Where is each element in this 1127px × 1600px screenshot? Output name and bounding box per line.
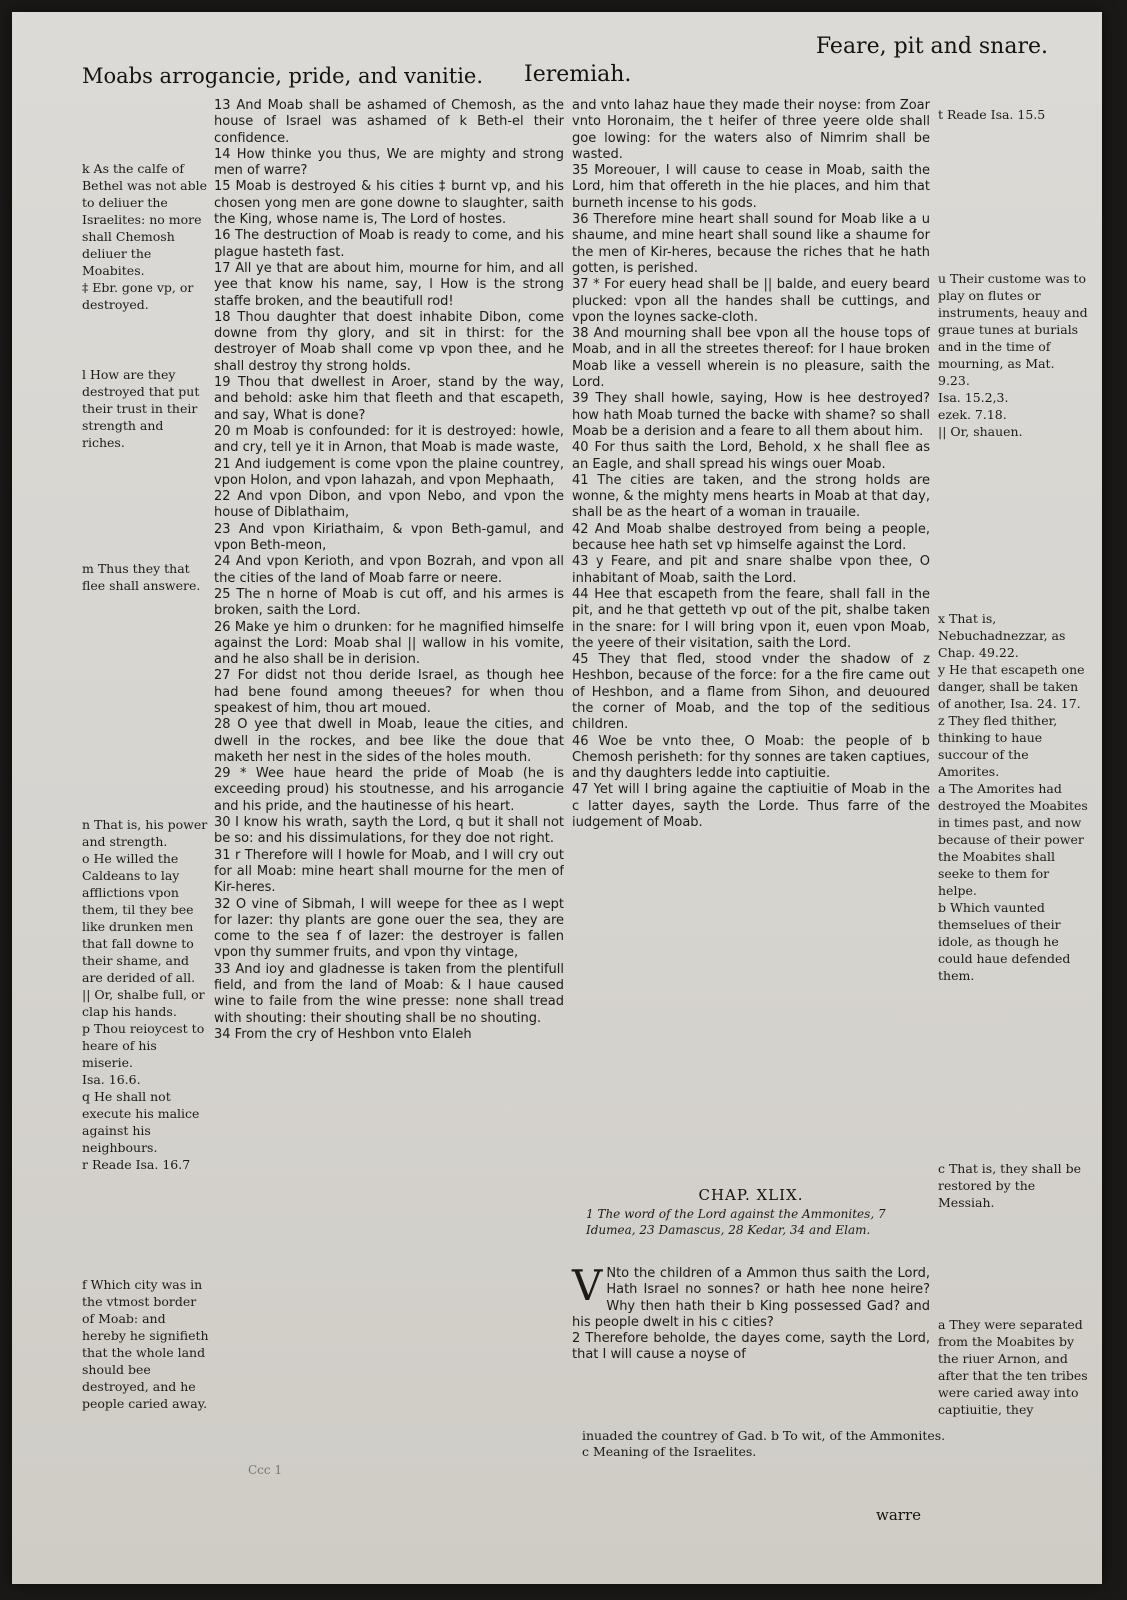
margin-note: x That is, Nebuchadnezzar, as Chap. 49.22. y He that escapeth one danger, shall be taken of another, Isa. 24. 17. z They fled thither, thinking to haue succour of the Amorites. a The Amorites had destroyed the Moabites in times past, and now because of their power the Moabites shall seeke to them for helpe. b Which vaunted themselues of their idole, as though he could haue defended them. [938, 611, 1088, 983]
right-margin-notes [938, 98, 1088, 1488]
chapter-opening-text [572, 1261, 930, 1364]
header-left-title: Moabs arrogancie, pride, and vanitie. [82, 64, 484, 88]
header-book-title: Ieremiah. [524, 62, 632, 87]
margin-note: t Reade Isa. 15.5 [938, 107, 1046, 122]
running-header [12, 12, 1102, 92]
footnotes: inuaded the countrey of Gad. b To wit, of the Ammonites. c Meaning of the Israelites. [582, 1428, 946, 1459]
margin-note: f Which city was in the vtmost border of Moab: and hereby he signifieth that the whole land should bee destroyed, and he people caried away. [82, 1277, 209, 1411]
chapter-heading: CHAP. XLIX. [698, 1186, 804, 1204]
margin-note: l How are they destroyed that put their trust in their strength and riches. [82, 367, 200, 450]
left-margin-notes [82, 98, 210, 1488]
margin-note: u Their custome was to play on flutes or instruments, heauy and graue tunes at burials and in the time of mourning, as Mat. 9.23. Isa. 15.2,3. ezek. 7.18. || Or, shauen. [938, 271, 1088, 439]
catchword: warre [876, 1506, 921, 1524]
signature-mark: Ccc 1 [248, 1463, 283, 1477]
margin-note: k As the calfe of Bethel was not able to deliuer the Israelites: no more shall Chemosh deliuer the Moabites. ‡ Ebr. gone vp, or destroyed. [82, 161, 207, 312]
header-right-title: Feare, pit and snare. [815, 34, 1048, 59]
margin-note: n That is, his power and strength. o He willed the Caldeans to lay afflictions vpon them, til they bee like drunken men that fall downe to their shame, and are derided of all. || Or, shalbe full, or clap his hands. p Thou reioycest to heare of his miserie. Isa. 16.6. q He shall not execute his malice against his neighbours. r Reade Isa. 16.7 [82, 817, 208, 1172]
chapter-verse-text: Nto the children of a Ammon thus saith the Lord, Hath Israel no sonnes? or hath hee none heire? Why then hath their b King possessed Gad? and his people dwelt in his c cities? 2 Therefore beholde, the dayes come, sayth the Lord, that I will cause a noyse of [572, 1266, 930, 1363]
drop-cap: V [572, 1261, 603, 1310]
margin-note: a They were separated from the Moabites by the riuer Arnon, and after that the ten tribes were caried away into captiuitie, they [938, 1317, 1088, 1417]
book-page [12, 12, 1102, 1584]
margin-note: c That is, they shall be restored by the Messiah. [938, 1161, 1081, 1210]
text-column-right: and vnto Iahaz haue they made their noyse: from Zoar vnto Horonaim, the t heifer of three yeere olde shall goe lowing: for the waters also of Nimrim shall be wasted. 35 Moreouer, I will cause to cease in Moab, saith the Lord, him that offereth in the hie places, and him that burneth incense to his gods. 36 Therefore mine heart shall sound for Moab like a u shaume, and mine heart shall sound like a shaume for the men of Kir-heres, because the riches that he hath gotten, is perished. 37 * For euery head shall be || balde, and euery beard plucked: vpon all the handes shall be cuttings, and vpon the loynes sacke-cloth. 38 And mourning shall bee vpon all the house tops of Moab, and in all the streetes thereof: for I haue broken Moab like a vessell wherein is no pleasure, saith the Lord. 39 They shall howle, saying, How is hee destroyed? how hath Moab turned the backe with shame? so shall Moab be a derision and a feare to all them about him. 40 For thus saith the Lord, Behold, x he shall flee as an Eagle, and shall spread his wings ouer Moab. 41 The cities are taken, and the strong holds are wonne, & the mighty mens hearts in Moab at that day, shall be as the heart of a woman in trauaile. 42 And Moab shalbe destroyed from being a people, because hee hath set vp himselfe against the Lord. 43 y Feare, and pit and snare shalbe vpon thee, O inhabitant of Moab, saith the Lord. 44 Hee that escapeth from the feare, shall fall in the pit, and he that getteth vp out of the pit, shalbe taken in the snare: for I will bring vpon it, euen vpon Moab, the yeere of their visitation, saith the Lord. 45 They that fled, stood vnder the shadow of z Heshbon, because of the force: for a the fire came out of Heshbon, and a flame from Sihon, and deuoured the corner of Moab, and the top of the seditious children. 46 Woe be vnto thee, O Moab: the people of b Chemosh perisheth: for thy sonnes are taken captiues, and thy daughters ledde into captiuitie. 47 Yet will I bring againe the captiuitie of Moab in the c latter dayes, sayth the Lorde. Thus farre of the iudgement of Moab. [572, 98, 930, 831]
chapter-summary: 1 The word of the Lord against the Ammonites, 7 Idumea, 23 Damascus, 28 Kedar, 34 and Elam. [586, 1207, 886, 1237]
text-column-left: 13 And Moab shall be ashamed of Chemosh, as the house of Israel was ashamed of k Beth-el their confidence. 14 How thinke you thus, We are mighty and strong men of warre? 15 Moab is destroyed & his cities ‡ burnt vp, and his chosen yong men are gone downe to slaughter, saith the King, whose name is, The Lord of hostes. 16 The destruction of Moab is ready to come, and his plague hasteth fast. 17 All ye that are about him, mourne for him, and all yee that know his name, say, l How is the strong staffe broken, and the beautifull rod! 18 Thou daughter that doest inhabite Dibon, come downe from thy glory, and sit in thirst: for the destroyer of Moab shall come vp vpon thee, and he shall destroy thy strong holds. 19 Thou that dwellest in Aroer, stand by the way, and behold: aske him that fleeth and that escapeth, and say, What is done? 20 m Moab is confounded: for it is destroyed: howle, and cry, tell ye it in Arnon, that Moab is made waste, 21 And iudgement is come vpon the plaine countrey, vpon Holon, and vpon Iahazah, and vpon Mephaath, 22 And vpon Dibon, and vpon Nebo, and vpon the house of Diblathaim, 23 And vpon Kiriathaim, & vpon Beth-gamul, and vpon Beth-meon, 24 And vpon Kerioth, and vpon Bozrah, and vpon all the cities of the land of Moab farre or neere. 25 The n horne of Moab is cut off, and his armes is broken, saith the Lord. 26 Make ye him o drunken: for he magnified himselfe against the Lord: Moab shal || wallow in his vomite, and he also shall be in derision. 27 For didst not thou deride Israel, as though hee had bene found among theeues? for when thou speakest of him, thou art moued. 28 O yee that dwell in Moab, leaue the cities, and dwell in the rockes, and bee like the doue that maketh her nest in the sides of the holes mouth. 29 * Wee haue heard the pride of Moab (he is exceeding proud) his stoutnesse, and his arrogancie and his pride, and the hautinesse of his heart. 30 I know his wrath, sayth the Lord, q but it shall not be so: and his dissimulations, for they doe not right. 31 r Therefore will I howle for Moab, and I will cry out for all Moab: mine heart shall mourne for the men of Kir-heres. 32 O vine of Sibmah, I will weepe for thee as I wept for Iazer: thy plants are gone ouer the sea, they are come to the sea f of Iazer: the destroyer is fallen vpon thy summer fruits, and vpon thy vintage, 33 And ioy and gladnesse is taken from the plentifull field, and from the land of Moab: & I haue caused wine to faile from the wine presse: none shall tread with shouting: their shouting shall be no shouting. 34 From the cry of Heshbon vnto Elaleh [214, 98, 564, 1042]
page-body [12, 98, 1102, 1584]
margin-note: m Thus they that flee shall answere. [82, 561, 201, 593]
